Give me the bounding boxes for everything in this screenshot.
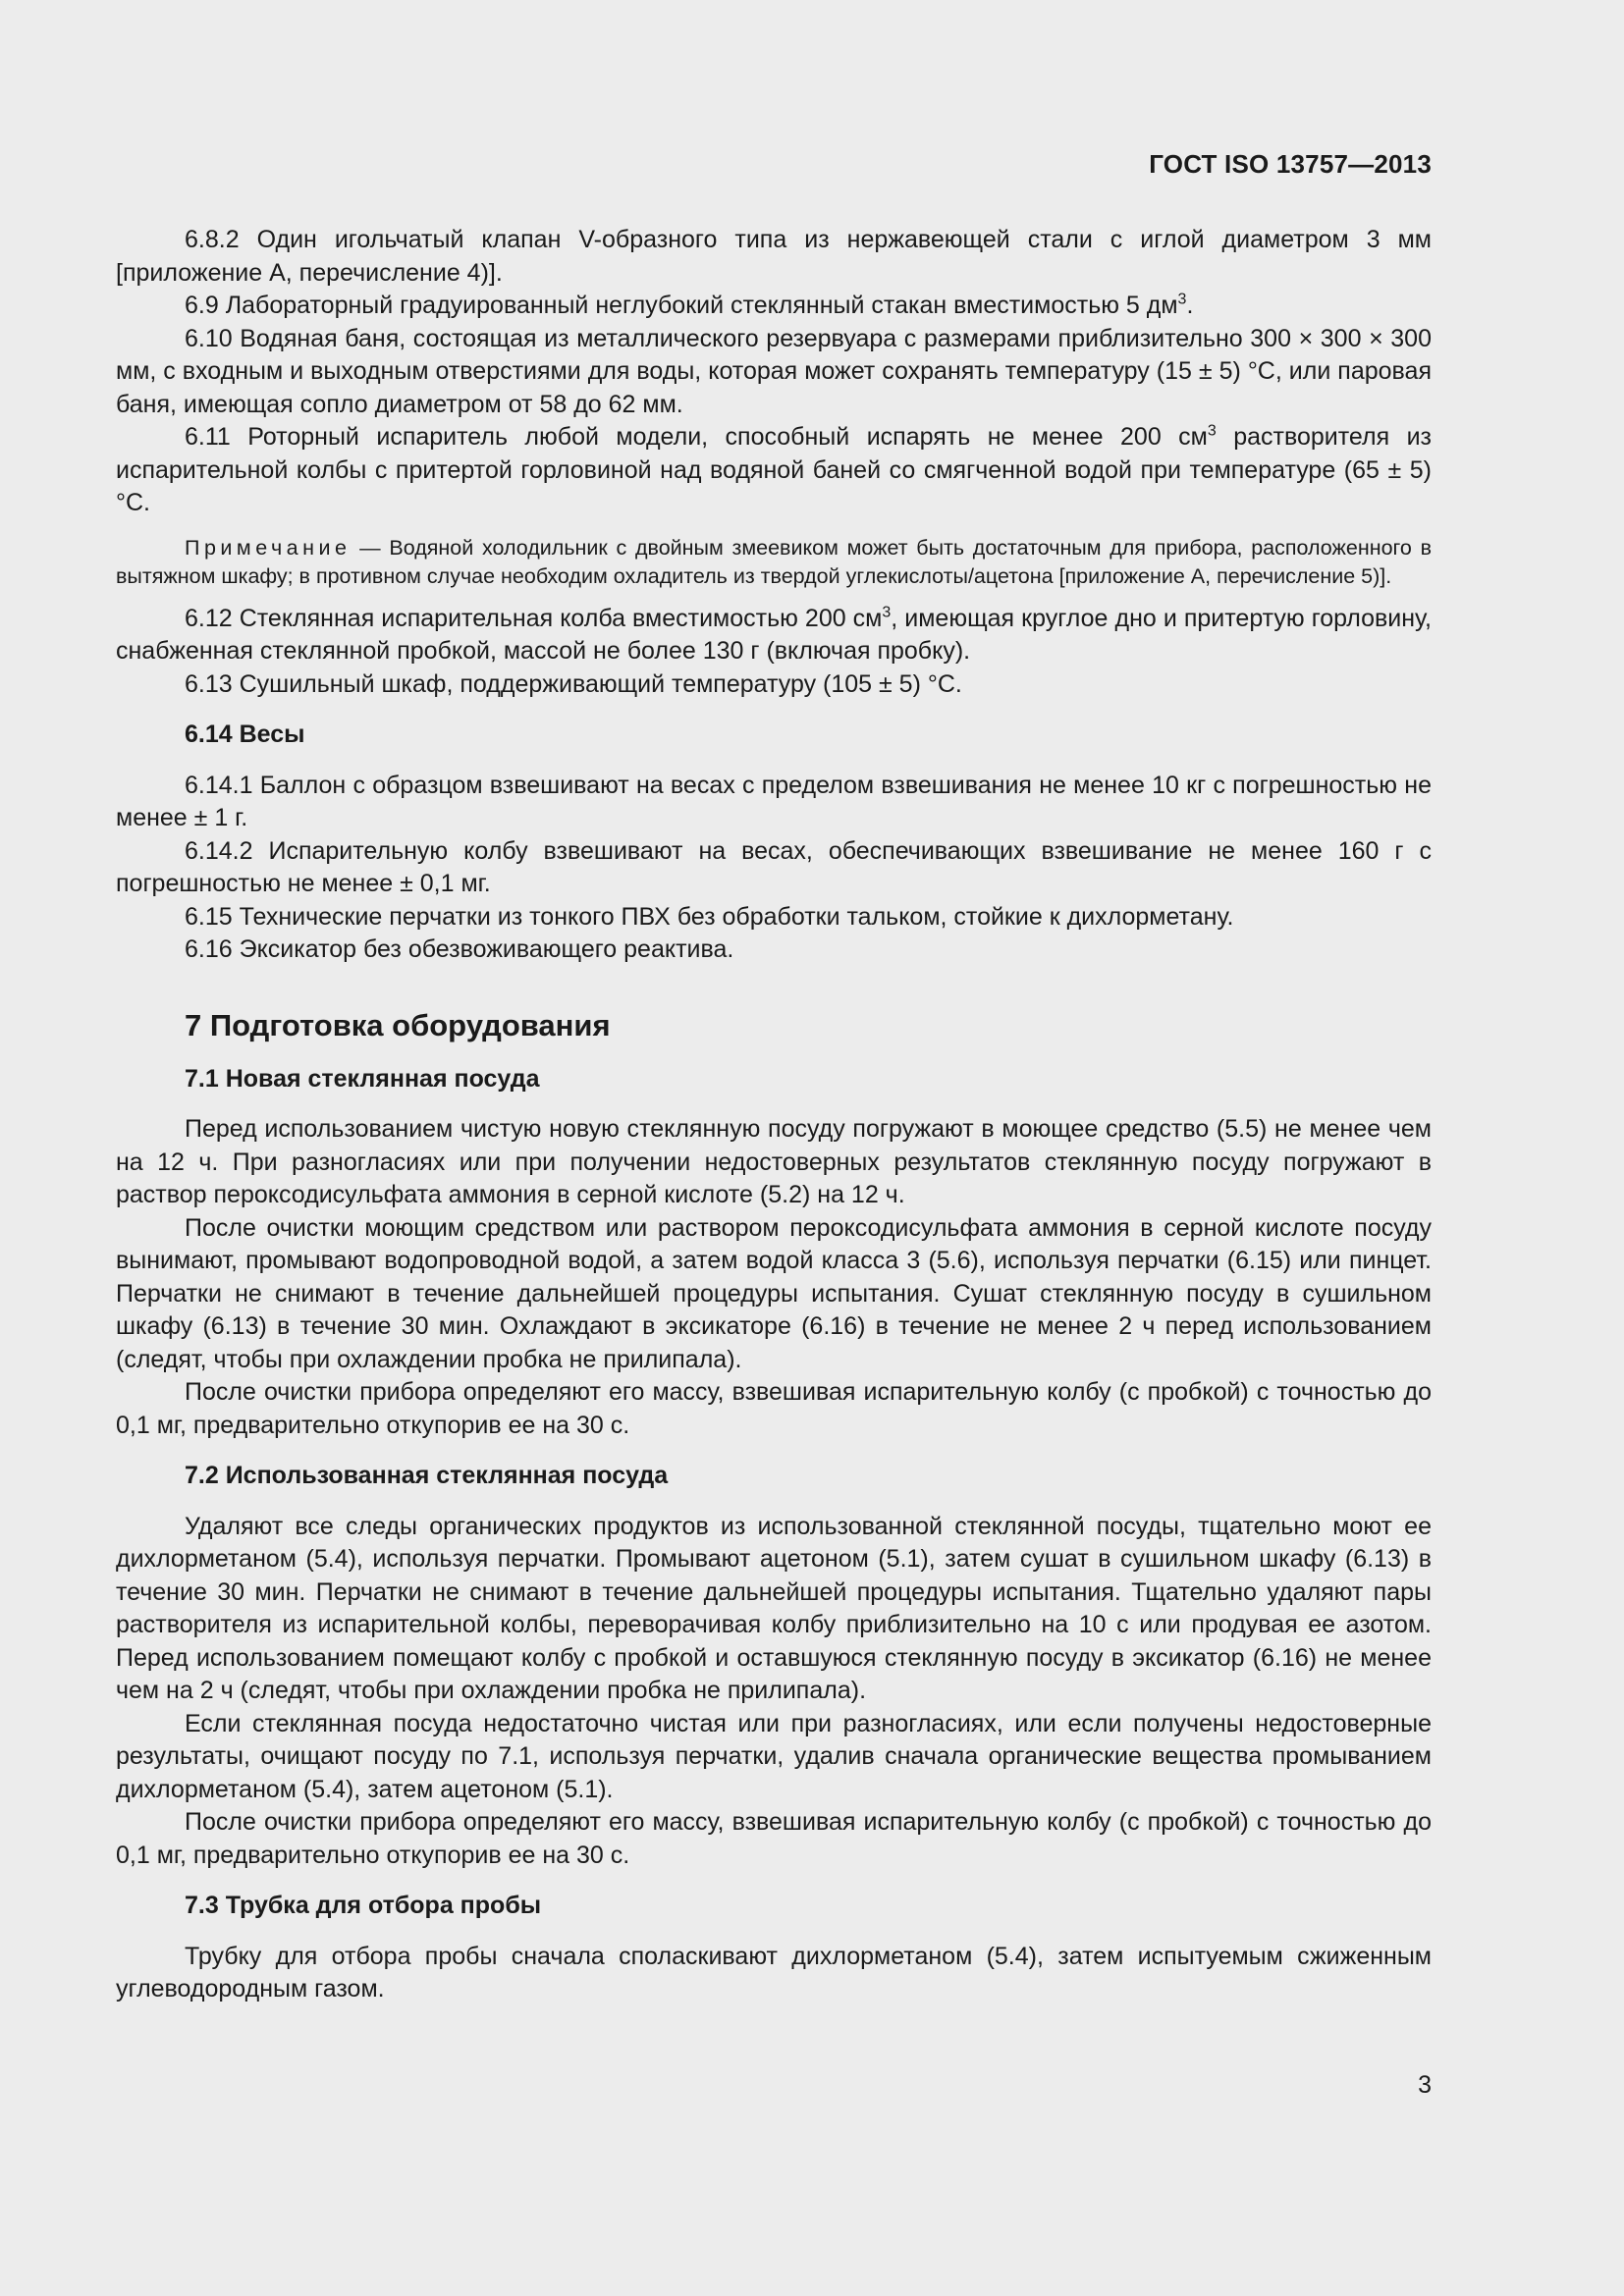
heading-7-2: 7.2 Использованная стеклянная посуда	[185, 1462, 669, 1489]
paragraph-6-9	[116, 290, 1432, 323]
paragraph-7-2-c: После очистки прибора определяют его массу, взвешивая испарительную колбу (с пробкой) с точностью до 0,1 мг, предварительно откупорив ее на 30 с.	[116, 1808, 1432, 1869]
paragraph-6-15: 6.15 Технические перчатки из тонкого ПВХ без обработки тальком, стойкие к дихлорметану.	[185, 902, 1234, 931]
paragraph-6-16: 6.16 Эксикатор без обезвоживающего реактива.	[185, 935, 734, 963]
paragraph-7-1-c: После очистки прибора определяют его массу, взвешивая испарительную колбу (с пробкой) с точностью до 0,1 мг, предварительно откупорив ее на 30 с.	[116, 1378, 1432, 1439]
paragraph-6-12	[116, 603, 1432, 668]
note-block	[116, 534, 1432, 591]
note-label: Примечание	[185, 535, 352, 560]
document-page	[116, 0, 1432, 2296]
paragraph-7-3: Трубку для отбора пробы сначала споласкивают дихлорметаном (5.4), затем испытуемым сжиженным углеводородным газом.	[116, 1942, 1432, 2002]
paragraph-6-9-tail: .	[1186, 292, 1194, 319]
paragraph-6-11-tail: растворителя из испарительной колбы с притертой горловиной над водяной баней со смягченной водой при температуре (65 ± 5) °С.	[116, 423, 1432, 516]
heading-section-7: 7 Подготовка оборудования	[185, 1007, 611, 1042]
paragraph-6-11	[116, 421, 1432, 520]
paragraph-6-14-1: 6.14.1 Баллон с образцом взвешивают на весах с пределом взвешивания не менее 10 кг с погрешностью не менее ± 1 г.	[116, 771, 1432, 831]
paragraph-6-12-tail: , имеющая круглое дно и притертую горловину, снабженная стеклянной пробкой, массой не более 130 г (включая пробку).	[116, 604, 1432, 665]
heading-7-1: 7.1 Новая стеклянная посуда	[185, 1064, 540, 1093]
paragraph-7-2-a: Удаляют все следы органических продуктов из использованной стеклянной посуды, тщательно моют ее дихлорметаном (5.4), используя перчатки. Промывают ацетоном (5.1), затем сушат в сушильном шкафу (6.13) в течение 30 мин. Перчатки не снимают в течение дальнейшей процедуры испытания. Тщательно удаляют пары растворителя из испарительной колбы, переворачивая колбу приблизительно на 10 с или продувая ее азотом. Перед использованием помещают колбу с пробкой и оставшуюся стеклянную посуду в эксикатор (6.16) не менее чем на 2 ч (следят, чтобы при охлаждении пробка не прилипала).	[116, 1512, 1432, 1704]
paragraph-6-14-2: 6.14.2 Испарительную колбу взвешивают на весах, обеспечивающих взвешивание не менее 160 г с погрешностью не менее ± 0,1 мг.	[116, 836, 1432, 897]
paragraph-7-1-a: Перед использованием чистую новую стеклянную посуду погружают в моющее средство (5.5) не менее чем на 12 ч. При разногласиях или при получении недостоверных результатов стеклянную посуду погружают в раствор пероксодисульфата аммония в серной кислоте (5.2) на 12 ч.	[116, 1115, 1432, 1208]
page-number: 3	[1418, 2071, 1432, 2099]
note-text: — Водяной холодильник с двойным змеевиком может быть достаточным для прибора, расположенного в вытяжном шкафу; в противном случае необходим охладитель из твердой углекислоты/ацетона [приложение А, перечисление 5)].	[116, 535, 1432, 588]
document-code-header: ГОСТ ISO 13757—2013	[1149, 149, 1432, 179]
heading-6-14: 6.14 Весы	[185, 721, 305, 748]
paragraph-7-2-b: Если стеклянная посуда недостаточно чистая или при разногласиях, или если получены недостоверные результаты, очищают посуду по 7.1, используя перчатки, удалив сначала органические вещества промыванием дихлорметаном (5.4), затем ацетоном (5.1).	[116, 1709, 1432, 1803]
paragraph-6-9-text: 6.9 Лабораторный градуированный неглубокий стеклянный стакан вместимостью 5 дм	[185, 292, 1178, 319]
page-content	[116, 224, 1432, 2006]
heading-7-3: 7.3 Трубка для отбора пробы	[185, 1892, 542, 1919]
paragraph-6-11-text: 6.11 Роторный испаритель любой модели, способный испарять не менее 200 см	[185, 423, 1208, 451]
paragraph-6-8-2: 6.8.2 Один игольчатый клапан V-образного типа из нержавеющей стали с иглой диаметром 3 мм [приложение А, перечисление 4)].	[116, 226, 1432, 287]
paragraph-7-1-b: После очистки моющим средством или раствором пероксодисульфата аммония в серной кислоте посуду вынимают, промывают водопроводной водой, а затем водой класса 3 (5.6), используя перчатки (6.15) или пинцет. Перчатки не снимают в течение дальнейшей процедуры испытания. Сушат стеклянную посуду в сушильном шкафу (6.13) в течение 30 мин. Охлаждают в эксикаторе (6.16) в течение не менее 2 ч перед использованием (следят, чтобы при охлаждении пробка не прилипала).	[116, 1213, 1432, 1373]
paragraph-6-10: 6.10 Водяная баня, состоящая из металлического резервуара с размерами приблизительно 300 × 300 × 300 мм, с входным и выходным отверстиями для воды, которая может сохранять температуру (15 ± 5) °С, или паровая баня, имеющая сопло диаметром от 58 до 62 мм.	[116, 324, 1432, 418]
superscript-3: 3	[1207, 422, 1217, 440]
superscript-3: 3	[1177, 291, 1187, 308]
paragraph-6-12-text: 6.12 Стеклянная испарительная колба вместимостью 200 см	[185, 604, 883, 632]
paragraph-6-13: 6.13 Сушильный шкаф, поддерживающий температуру (105 ± 5) °С.	[185, 669, 962, 698]
superscript-3: 3	[882, 604, 892, 621]
